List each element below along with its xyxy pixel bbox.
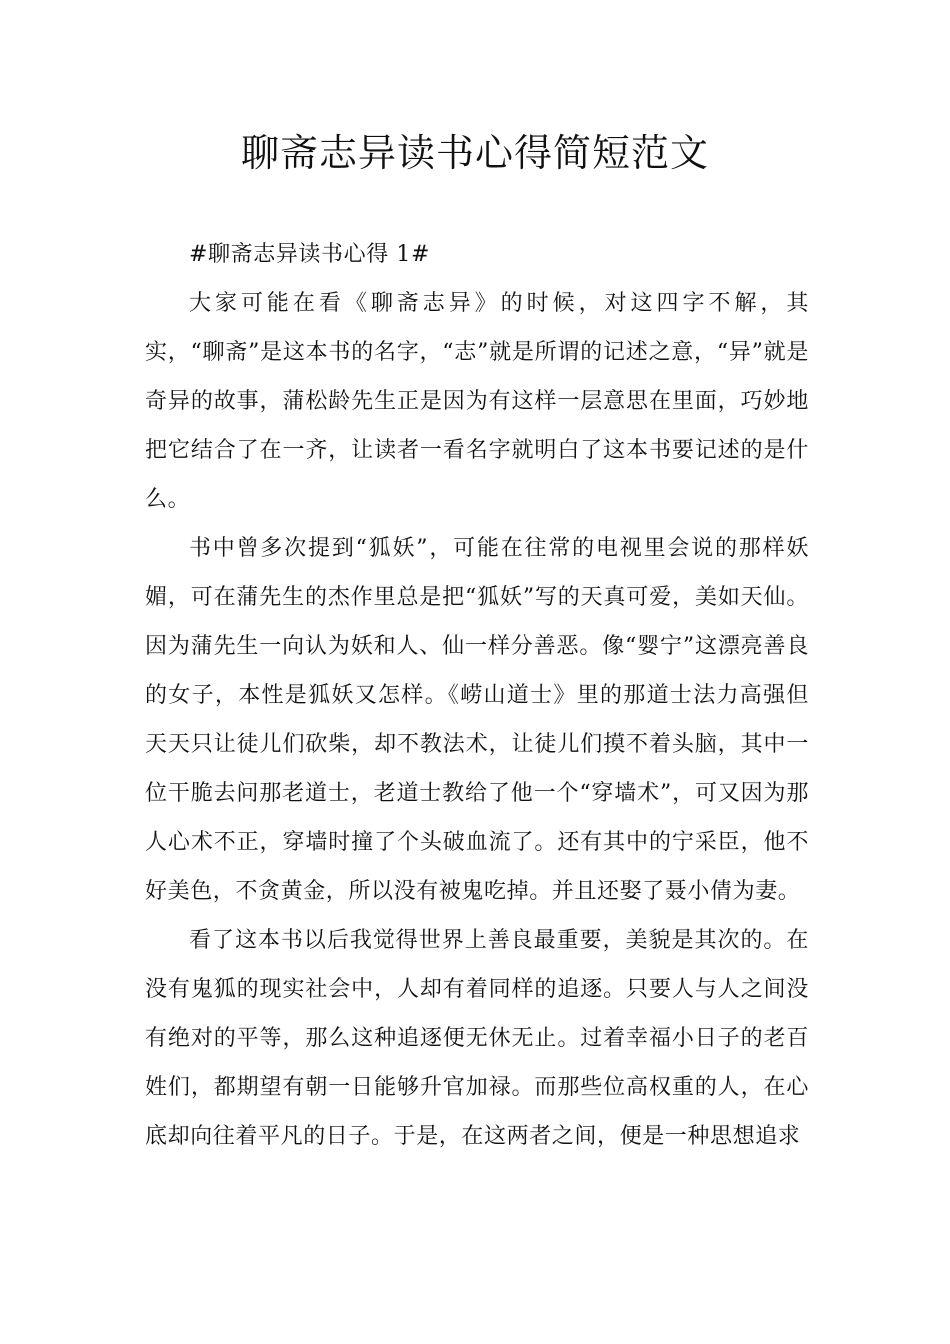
paragraph-3: 看了这本书以后我觉得世界上善良最重要，美貌是其次的。在没有鬼狐的现实社会中，人却有着同样的追逐。只要人与人之间没有绝对的平等，那么这种追逐便无休无止。过着幸福小日子的老百姓们，都期望有朝一日能够升官加禄。而那些位高权重的人，在心底却向往着平凡的日子。于是，在这两者之间，便是一种思想追求 bbox=[145, 928, 809, 1149]
paragraph-1: 大家可能在看《聊斋志异》的时候，对这四字不解，其实，“聊斋”是这本书的名字，“志”就是所谓的记述之意，“异”就是奇异的故事，蒲松龄先生正是因为有这样一层意思在里面，巧妙地把它结合了在一齐，让读者一看名字就明白了这本书要记述的是什么。 bbox=[145, 291, 809, 512]
section-heading: #聊斋志异读书心得 1# bbox=[189, 242, 431, 267]
paragraph-2: 书中曾多次提到“狐妖”，可能在往常的电视里会说的那样妖媚，可在蒲先生的杰作里总是把“狐妖”写的天真可爱，美如天仙。因为蒲先生一向认为妖和人、仙一样分善恶。像“婴宁”这漂亮善良的女子，本性是狐妖又怎样。《崂山道士》里的那道士法力高强但天天只让徒儿们砍柴，却不教法术，让徒儿们摸不着头脑，其中一位干脆去问那老道士，老道士教给了他一个“穿墙术”，可又因为那人心术不正，穿墙时撞了个头破血流了。还有其中的宁采臣，他不好美色，不贪黄金，所以没有被鬼吃掉。并且还娶了聂小倩为妻。 bbox=[145, 536, 809, 904]
document-body bbox=[145, 230, 809, 1161]
document-title: 聊斋志异读书心得简短范文 bbox=[240, 131, 709, 175]
